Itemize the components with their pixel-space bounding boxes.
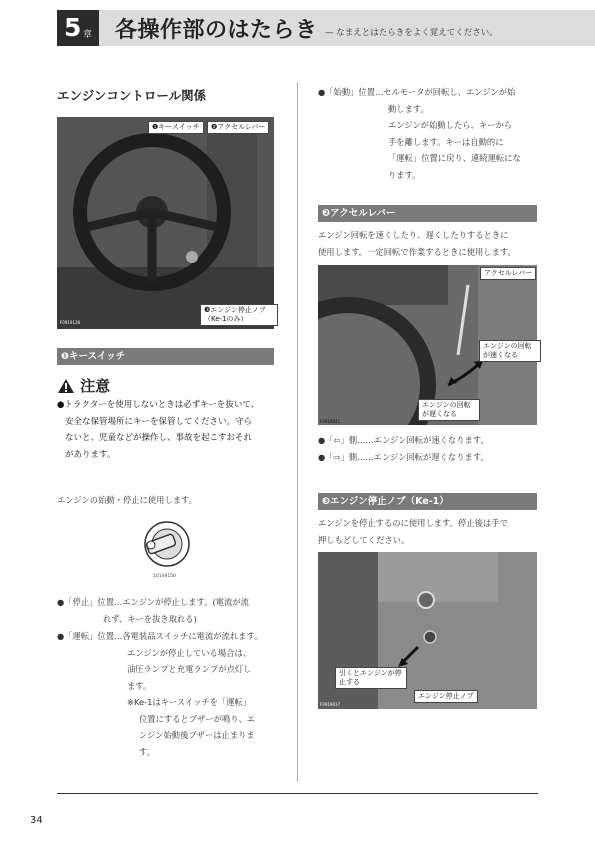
steering-wheel-illustration: [57, 117, 274, 329]
stop-line: ●「停止」位置…エンジンが停止します。(電流が流: [57, 597, 249, 607]
accel-bullets: [318, 432, 543, 465]
run-line: 位置にするとブザーが鳴り、エ: [139, 713, 256, 724]
section-title: エンジンコントロール関係: [57, 88, 207, 103]
callout-pull-to-stop: 引くとエンジンが停止する: [335, 667, 407, 689]
callout-stop-knob: ❸エンジン停止ノブ（Ke-1のみ）: [200, 304, 278, 326]
photo-code: F0919037: [320, 702, 341, 707]
start-line: エンジンが始動したら、キーから: [388, 120, 513, 130]
accel-description: [318, 227, 543, 260]
page-subtitle: — なまえとはたらきをよく覚えてください。: [325, 28, 498, 38]
start-position-text: [318, 84, 553, 183]
run-line: ます。: [127, 680, 152, 691]
caution-line: 安全な保管場所にキーを保管してください。守ら: [65, 416, 253, 427]
photo-code: F0919041: [320, 419, 341, 424]
start-line: 「運転」位置に戻り、連続運転にな: [388, 153, 521, 163]
run-line: す。: [139, 746, 155, 757]
footer-rule: [57, 793, 538, 794]
accel-bullet: ●「⇨」側……エンジン回転が遅くなります。: [318, 451, 489, 462]
run-position-text: [57, 628, 292, 760]
accel-bullet: ●「⇦」側……エンジン回転が速くなります。: [318, 435, 489, 445]
chapter-number: 5: [64, 13, 82, 42]
caution-line: があります。: [65, 449, 116, 460]
warning-triangle-icon: [57, 378, 75, 394]
accel-lever-heading: ❷アクセルレバー: [318, 205, 537, 222]
callout-accel-lever: ❷アクセルレバー: [207, 121, 269, 134]
caution-text: [57, 397, 282, 463]
caution-line: ●トラクターを使用しないときは必ずキーを抜いて、: [57, 400, 260, 410]
run-line: エンジンが停止している場合は、: [127, 647, 252, 658]
key-switch-heading: ❶キースイッチ: [57, 348, 274, 365]
accel-desc-line: エンジン回転を速くしたり、遅くしたりするときに: [318, 230, 509, 240]
accel-desc-line: 使用します。一定回転で作業するときに使用します。: [318, 246, 516, 257]
start-line: ります。: [388, 169, 421, 180]
column-divider: [297, 82, 298, 782]
start-line: 動します。: [388, 103, 429, 114]
caution-block: [57, 375, 110, 396]
stop-desc-line: 押しもどしてください。: [318, 534, 410, 545]
callout-accel-lever: アクセルレバー: [480, 267, 536, 280]
callout-stop-knob: エンジン停止ノブ: [414, 690, 478, 703]
run-line: ンジン始動後ブザーは止まりま: [139, 730, 255, 740]
page-title: 各操作部のはたらき: [115, 18, 318, 43]
run-line: ※Ke-1はキースイッチを「運転」: [127, 697, 252, 707]
caution-line: ないと、児童などが操作し、事故を起こすおそれ: [65, 433, 253, 443]
tractor-cockpit-photo: [57, 117, 274, 329]
run-line: ●「運転」位置…各電装品スイッチに電流が流れます。: [57, 631, 263, 641]
stop-position-text: [57, 594, 292, 627]
photo-code: F0919136: [60, 320, 81, 325]
caution-title: 注意: [80, 377, 111, 395]
start-line: 手を離します。キーは自動的に: [388, 136, 504, 147]
stop-knob-description: [318, 515, 543, 548]
key-switch-diagram: [133, 518, 193, 576]
switch-code: 10149150: [153, 574, 176, 579]
stop-line: れず、キーを抜き取れる): [103, 613, 197, 624]
stop-desc-line: エンジンを停止するのに使用します。停止後は手で: [318, 518, 508, 528]
callout-rpm-slow: エンジンの回転が遅くなる: [418, 399, 480, 421]
callout-key-switch: ❶キースイッチ: [148, 121, 204, 134]
key-switch-usage: エンジンの始動・停止に使用します。: [57, 495, 197, 505]
page-number: 34: [30, 815, 43, 826]
callout-rpm-fast: エンジンの回転が速くなる: [479, 340, 541, 362]
run-line: 油圧ランプと充電ランプが点灯し: [127, 664, 252, 674]
start-line: ●「始動」位置…セルモータが回転し、エンジンが始: [318, 87, 516, 97]
stop-knob-heading: ❸エンジン停止ノブ（Ke-1）: [318, 493, 537, 510]
chapter-suffix: 章: [83, 30, 93, 40]
